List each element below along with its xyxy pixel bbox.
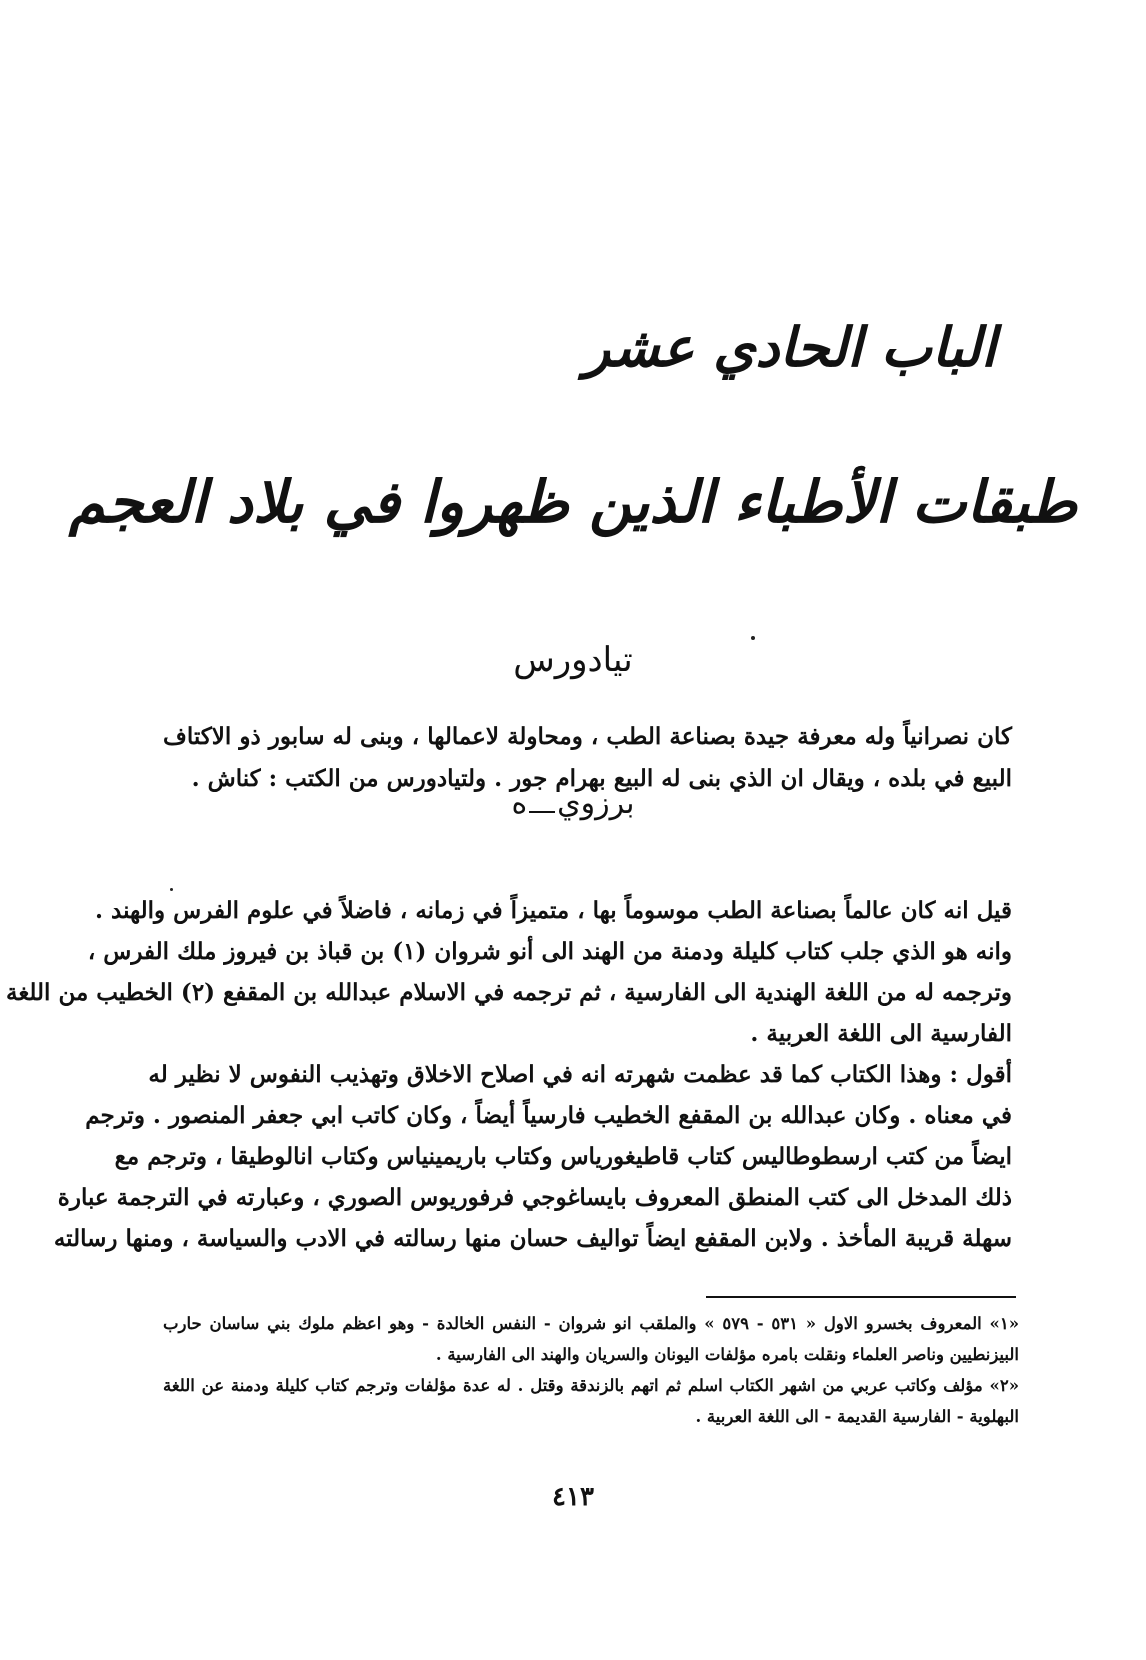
section-title-burzoe <box>0 786 1146 821</box>
section-title-start: برزوي <box>557 786 635 821</box>
burzoe-paragraph-1 <box>6 890 1012 1054</box>
section-title-theodorus: تيادورس <box>513 640 633 680</box>
burzoe-paragraph-2 <box>53 1054 1012 1259</box>
paragraph-line: الفارسية الى اللغة العربية . <box>750 1020 1012 1047</box>
chapter-label: الباب الحادي عشر <box>584 315 996 379</box>
section-title-end: ه <box>511 786 528 821</box>
paragraph-line: وانه هو الذي جلب كتاب كليلة ودمنة من الهند الى أنو شروان (١) بن قباذ بن فيروز ملك الفرس ، <box>87 938 1012 965</box>
paragraph-line: كان نصرانياً وله معرفة جيدة بصناعة الطب ، ومحاولة لاعمالها ، وبنى له سابور ذو الاكتاف <box>163 723 1012 750</box>
paragraph-line: وترجمه له من اللغة الهندية الى الفارسية ، ثم ترجمه في الاسلام عبدالله بن المقفع (٢) الخطيب من اللغة <box>6 979 1012 1006</box>
tatweel-stroke <box>529 799 555 813</box>
footnote-2-line: «٢» مؤلف وكاتب عربي من اشهر الكتاب اسلم ثم اتهم بالزندقة وقتل . له عدة مؤلفات وترجم كتاب كليلة ودمنة عن اللغة <box>163 1376 1019 1395</box>
paragraph-line: أقول : وهذا الكتاب كما قد عظمت شهرته انه في اصلاح الاخلاق وتهذيب النفوس لا نظير له <box>148 1061 1012 1088</box>
footnote-1-line: «١» المعروف بخسرو الاول « ٥٣١ - ٥٧٩ » والملقب انو شروان - النفس الخالدة - وهو اعظم ملوك بني ساسان حارب <box>163 1314 1020 1333</box>
page-number: ٤١٣ <box>552 1482 594 1512</box>
paragraph-line: البيع في بلده ، ويقال ان الذي بنى له البيع بهرام جور . ولتيادورس من الكتب : كناش . <box>191 765 1012 792</box>
paragraph-line: سهلة قريبة المأخذ . ولابن المقفع ايضاً تواليف حسان منها رسالته في الادب والسياسة ، ومنها رسالته <box>53 1225 1012 1252</box>
footnote-1-line: البيزنطيين وناصر العلماء ونقلت بامره مؤلفات اليونان والسريان والهند الى الفارسية . <box>435 1345 1019 1364</box>
paragraph-line: ايضاً من كتب ارسطوطاليس كتاب قاطيغورياس وكتاب باريمينياس وكتاب انالوطيقا ، وترجم مع <box>114 1143 1012 1170</box>
paragraph-line: ذلك المدخل الى كتب المنطق المعروف بايساغوجي فرفوريوس الصوري ، وعبارته في الترجمة عبارة <box>57 1184 1012 1211</box>
paragraph-line: قيل انه كان عالماً بصناعة الطب موسوماً بها ، متميزاً في زمانه ، فاضلاً في علوم الفرس والهند . <box>95 897 1012 924</box>
paragraph-line: في معناه . وكان عبدالله بن المقفع الخطيب فارسياً أيضاً ، وكان كاتب ابي جعفر المنصور . وترجم <box>85 1102 1012 1129</box>
footnote-2-line: البهلوية - الفارسية القديمة - الى اللغة العربية . <box>695 1407 1019 1426</box>
footnote-divider <box>706 1296 1016 1298</box>
chapter-title: طبقات الأطباء الذين ظهروا في بلاد العجم <box>68 468 1078 536</box>
footnotes <box>163 1308 1019 1432</box>
